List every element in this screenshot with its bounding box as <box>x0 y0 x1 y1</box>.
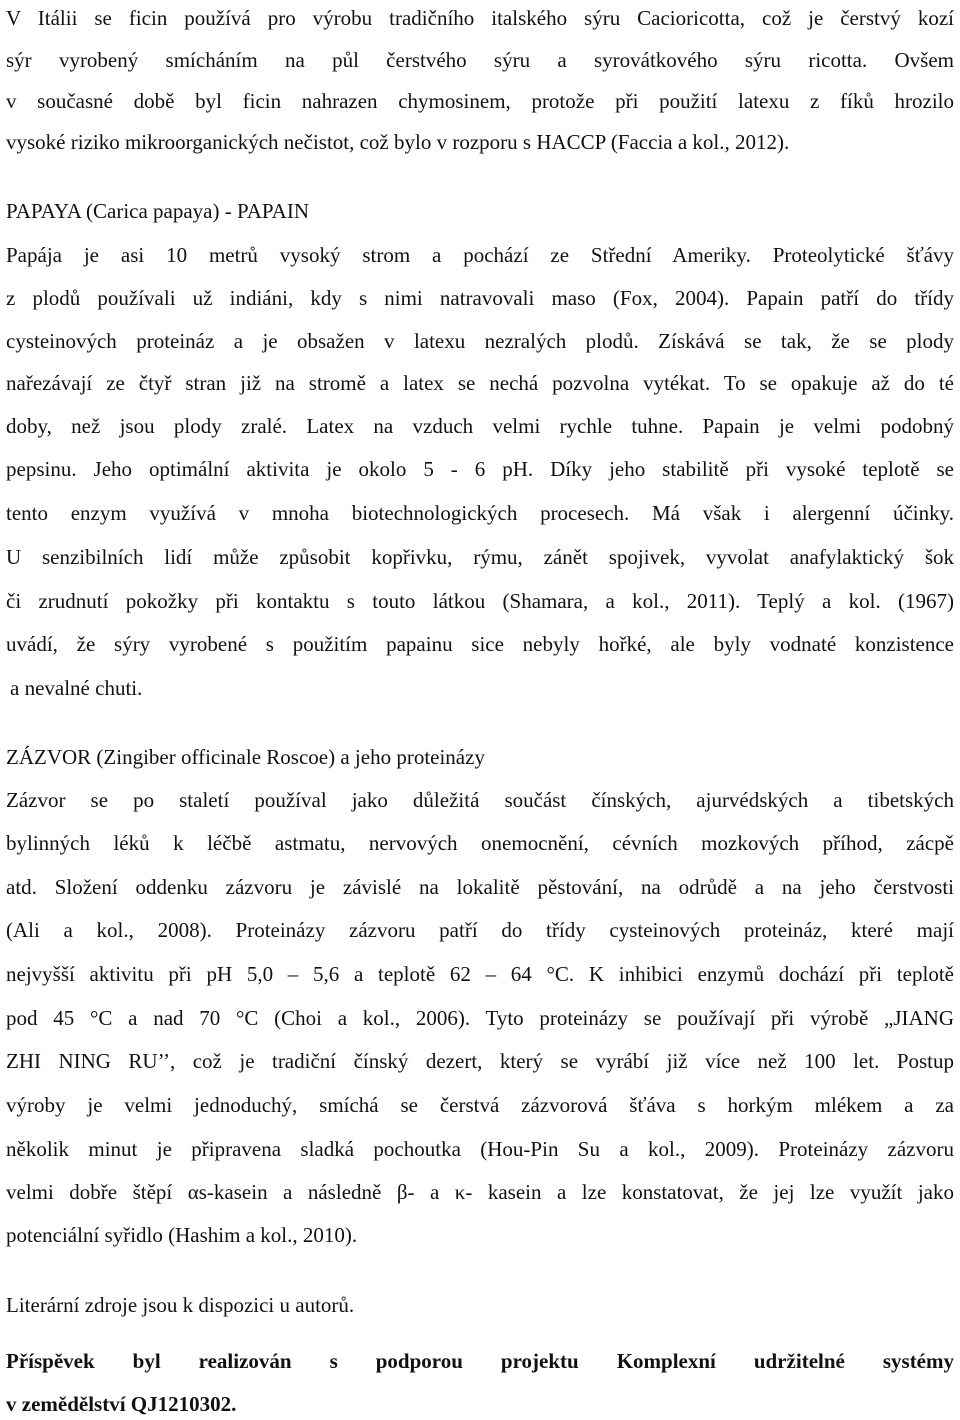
papaya-paragraph-line: doby, než jsou plody zralé. Latex na vzduch velmi rychle tuhne. Papain je velmi podobný <box>6 414 954 438</box>
papaya-paragraph-line: U senzibilních lidí může způsobit kopřivku, rýmu, zánět spojivek, vyvolat anafylaktický šok <box>6 545 954 569</box>
zazvor-paragraph-line: pod 45 °C a nad 70 °C (Choi a kol., 2006). Tyto proteinázy se používají při výrobě „JIANG <box>6 1006 954 1030</box>
zazvor-paragraph-line: velmi dobře štěpí αs-kasein a následně β- a κ- kasein a lze konstatovat, že jej lze využít jako <box>6 1180 954 1204</box>
zazvor-paragraph-line: potenciální syřidlo (Hashim a kol., 2010). <box>6 1223 358 1247</box>
papaya-heading: PAPAYA (Carica papaya) - PAPAIN <box>6 199 309 223</box>
zazvor-paragraph-line: několik minut je připravena sladká pochoutka (Hou-Pin Su a kol., 2009). Proteinázy zázvoru <box>6 1137 954 1161</box>
zazvor-paragraph-line: Zázvor se po staletí používal jako důležitá součást čínských, ajurvédských a tibetských <box>6 788 954 812</box>
zazvor-paragraph-line: atd. Složení oddenku zázvoru je závislé na lokalitě pěstování, na odrůdě a na jeho čerstvosti <box>6 875 954 899</box>
zazvor-paragraph-line: (Ali a kol., 2008). Proteinázy zázvoru patří do třídy cysteinových proteináz, které mají <box>6 918 954 942</box>
zazvor-heading: ZÁZVOR (Zingiber officinale Roscoe) a jeho proteinázy <box>6 745 485 769</box>
ficin-paragraph-line: V Itálii se ficin používá pro výrobu tradičního italského sýru Cacioricotta, což je čerstvý kozí <box>6 6 954 30</box>
zazvor-paragraph-line: bylinných léků k léčbě astmatu, nervových onemocnění, cévních mozkových příhod, zácpě <box>6 831 954 855</box>
papaya-paragraph-line: uvádí, že sýry vyrobené s použitím papainu sice nebyly hořké, ale byly vodnaté konzistence <box>6 632 954 656</box>
papaya-paragraph-line: Papája je asi 10 metrů vysoký strom a pochází ze Střední Ameriky. Proteolytické šťávy <box>6 243 954 267</box>
papaya-paragraph-line: pepsinu. Jeho optimální aktivita je okolo 5 - 6 pH. Díky jeho stabilitě při vysoké teplotě se <box>6 457 954 481</box>
literature-note: Literární zdroje jsou k dispozici u autorů. <box>6 1293 355 1317</box>
zazvor-paragraph-line: nejvyšší aktivitu při pH 5,0 – 5,6 a teplotě 62 – 64 °C. K inhibici enzymů dochází při teplotě <box>6 962 954 986</box>
zazvor-paragraph-line: ZHI NING RU’’, což je tradiční čínský dezert, který se vyrábí již více než 100 let. Postup <box>6 1049 954 1073</box>
papaya-paragraph-line: z plodů používali už indiáni, kdy s nimi natravovali maso (Fox, 2004). Papain patří do třídy <box>6 286 954 310</box>
acknowledgement-line: Příspěvek byl realizován s podporou projektu Komplexní udržitelné systémy <box>6 1349 954 1373</box>
papaya-paragraph-line: a nevalné chuti. <box>10 676 143 700</box>
ficin-paragraph-line: sýr vyrobený smícháním na půl čerstvého sýru a syrovátkového sýru ricotta. Ovšem <box>6 48 954 72</box>
acknowledgement-line: v zemědělství QJ1210302. <box>6 1392 237 1416</box>
papaya-paragraph-line: nařezávají ze čtyř stran již na stromě a latex se nechá pozvolna vytékat. To se opakuje až do té <box>6 371 954 395</box>
papaya-paragraph-line: cysteinových proteináz a je obsažen v latexu nezralých plodů. Získává se tak, že se plody <box>6 329 954 353</box>
ficin-paragraph-line: vysoké riziko mikroorganických nečistot, což bylo v rozporu s HACCP (Faccia a kol., 2012). <box>6 130 790 154</box>
zazvor-paragraph-line: výroby je velmi jednoduchý, smíchá se čerstvá zázvorová šťáva s horkým mlékem a za <box>6 1093 954 1117</box>
ficin-paragraph-line: v současné době byl ficin nahrazen chymosinem, protože při použití latexu z fíků hrozilo <box>6 89 954 113</box>
papaya-paragraph-line: či zrudnutí pokožky při kontaktu s touto látkou (Shamara, a kol., 2011). Teplý a kol. (1967) <box>6 589 954 613</box>
papaya-paragraph-line: tento enzym využívá v mnoha biotechnologických procesech. Má však i alergenní účinky. <box>6 501 954 525</box>
